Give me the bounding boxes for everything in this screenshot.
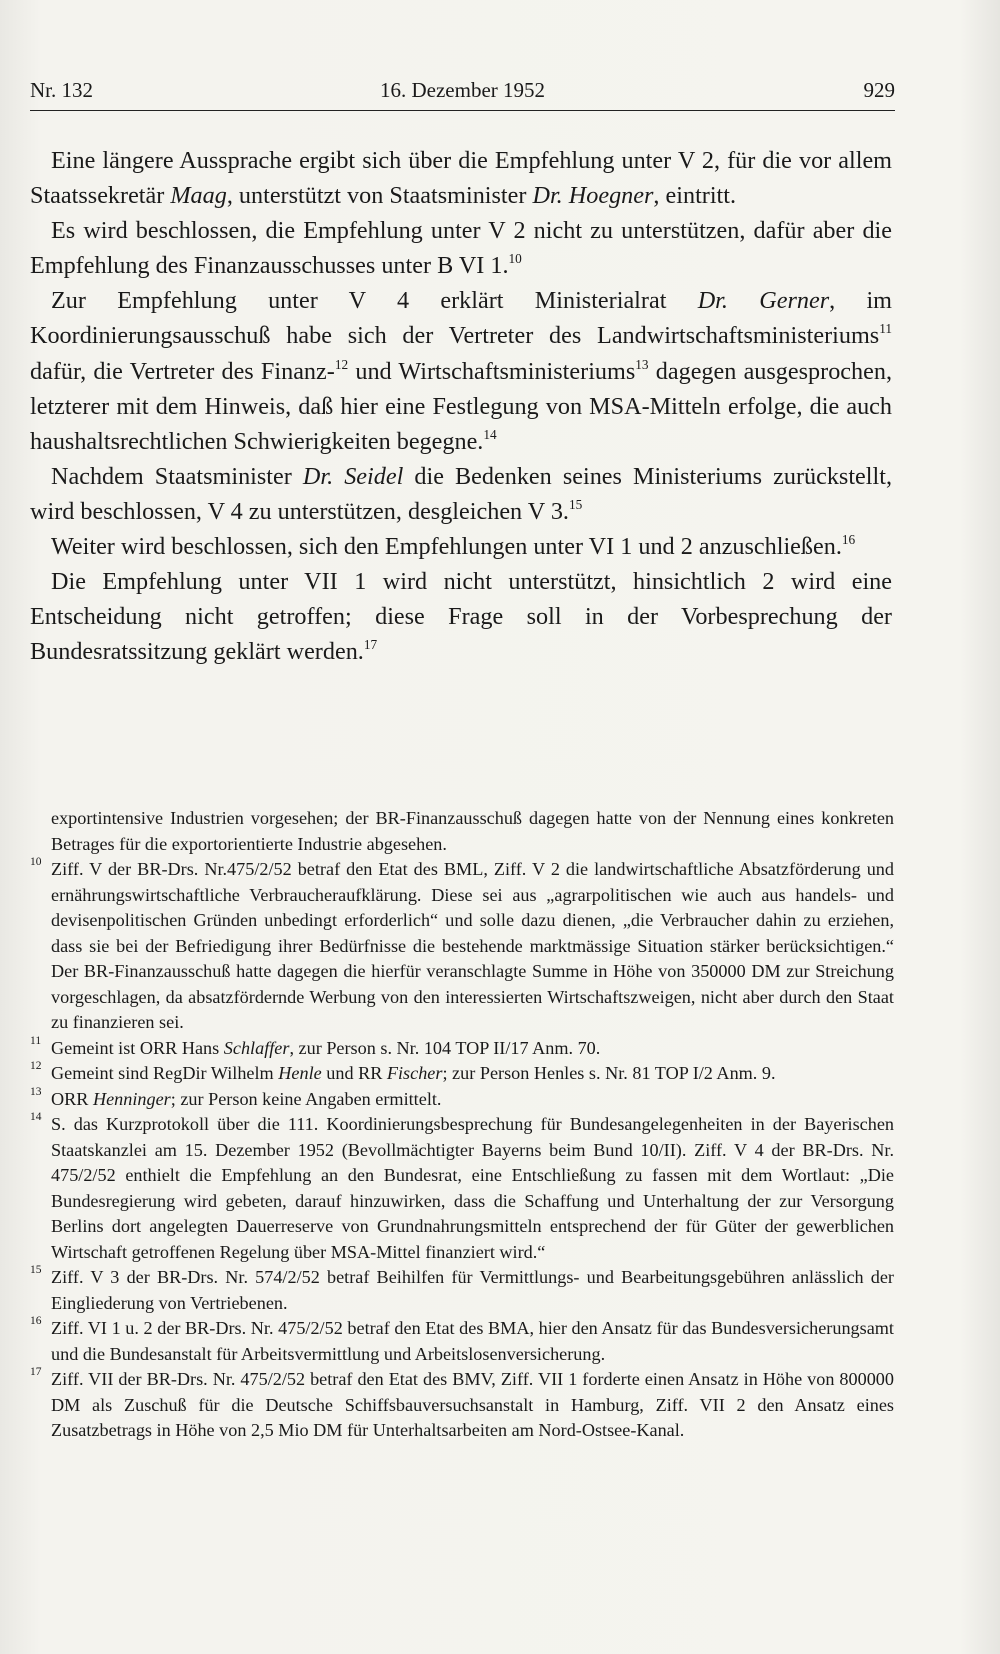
footnote-continuation: exportintensive Industrien vorgesehen; der BR-Finanzausschuß dagegen hatte von der Nennung eines konkreten Betrages für die exportorientierte Industrie abgesehen. [51,808,894,854]
main-text [30,143,892,669]
footnote-12 [30,1061,894,1087]
footnote-text: Ziff. V der BR-Drs. Nr.475/2/52 betraf den Etat des BML, Ziff. V 2 die landwirtschaftliche Absatzförderung und ernährungswirtschaftliche Verbraucheraufklärung. Diese sei aus „agrarpolitischen wie auch aus handels- und devisenpolitischen Gründen unbedingt erforderlich“ und solle dazu dienen, „die Verbraucher dahin zu erziehen, dass sie bei der Befriedigung ihrer Bedürfnisse die bestehende marktmässige Situation stärker berücksichtigen.“ Der BR-Finanzausschuß hatte dagegen die hierfür veranschlagte Summe in Höhe von 350000 DM zur Streichung vorgeschlagen, da absatzfördernde Werbung von den interessierten Wirtschaftszweigen, nicht aber durch den Staat zu finanzieren sei. [51,859,894,1032]
footnote-number: 17 [30,1366,42,1378]
footnotes [30,806,894,1444]
footnote-text: S. das Kurzprotokoll über die 111. Koordinierungsbesprechung für Bundesangelegenheiten in der Bayerischen Staatskanzlei am 15. Dezember 1952 (Bevollmächtigter Bayerns beim Bund 10/II). Ziff. V 4 der BR-Drs. Nr. 475/2/52 enthielt die Empfehlung an den Bundesrat, eine Entschließung zu fassen mit dem Wortlaut: „Die Bundesregierung wird gebeten, darauf hinzuwirken, dass die Schaffung und Unterhaltung der zur Versorgung Berlins dort angelegten Dauerreserve von Grundnahrungsmitteln entsprechend der für Güter der gewerblichen Wirtschaft getroffenen Regelung über MSA-Mittel finanziert wird.“ [51,1114,894,1262]
footnote-number: 13 [30,1085,42,1098]
footnote-number: 16 [30,1315,42,1327]
footnote-text: ORR Henninger; zur Person keine Angaben ermittelt. [51,1088,442,1109]
footnote-10 [30,857,894,1036]
footnote-number: 12 [30,1060,42,1072]
footnote-11 [30,1036,894,1062]
footnote-text: Gemeint sind RegDir Wilhelm Henle und RR Fischer; zur Person Henles s. Nr. 81 TOP I/2 Anm. 9. [51,1063,776,1083]
footnote-number: 10 [30,856,42,868]
footnote-text: Ziff. VI 1 u. 2 der BR-Drs. Nr. 475/2/52 betraf den Etat des BMA, hier den Ansatz für das Bundesversicherungsamt und die Bundesanstalt für Arbeitsvermittlung und Arbeitslosenversicherung. [51,1318,894,1364]
footnote-text: Ziff. V 3 der BR-Drs. Nr. 574/2/52 betraf Beihilfen für Vermittlungs- und Bearbeitungsgebühren anlässlich der Eingliederung von Vertriebenen. [51,1267,894,1313]
footnote-17 [30,1367,894,1444]
footnote-text: Gemeint ist ORR Hans Schlaffer, zur Person s. Nr. 104 TOP II/17 Anm. 70. [51,1037,601,1058]
header-date: 16. Dezember 1952 [379,78,546,102]
footnote-14 [30,1112,894,1265]
footnote-15 [30,1265,894,1316]
footnote-text: Ziff. VII der BR-Drs. Nr. 475/2/52 betraf den Etat des BMV, Ziff. VII 1 forderte einen Ansatz in Höhe von 800000 DM als Zuschuß für die Deutsche Schiffsbauversuchsanstalt in Hamburg, Ziff. VII 2 den Ansatz eines Zusatzbetrags in Höhe von 2,5 Mio DM für Unterhaltsarbeiten am Nord-Ostsee-Kanal. [51,1369,894,1440]
body-paragraph-6: Die Empfehlung unter VII 1 wird nicht unterstützt, hinsichtlich 2 wird eine Entscheidung nicht getroffen; diese Frage soll in der Vorbesprechung der Bundesratssitzung geklärt werden.$^{17}$ [30,568,892,666]
footnote-13 [30,1087,894,1113]
body-paragraph-3: Zur Empfehlung unter V 4 erklärt Ministerialrat Dr. Gerner, im Koordinierungsausschuß habe sich der Vertreter des Landwirtschaftsministeriums$^{11}$ dafür, die Vertreter des Finanz-$^{12}$ und Wirtschaftsministeriums$^{13}$ dagegen ausgesprochen, letzterer mit dem Hinweis, daß hier eine Festlegung von MSA-Mitteln erfolge, die auch haushaltsrechtlichen Schwierigkeiten begegne.$^{14}$ [30,287,893,455]
footnote-16 [30,1316,894,1367]
footnote-number: 15 [30,1264,42,1276]
page-header [30,78,895,111]
footnote-number: 14 [30,1111,42,1123]
page-number: 929 [863,78,895,102]
body-paragraph-1: Eine längere Aussprache ergibt sich über die Empfehlung unter V 2, für die vor allem Staatssekretär Maag, unterstützt von Staatsminister Dr. Hoegner, eintritt. [30,147,892,210]
body-paragraph-5: Weiter wird beschlossen, sich den Empfehlungen unter VI 1 und 2 anzuschließen.$^{16}$ [51,532,856,561]
footnote-number: 11 [30,1034,42,1047]
body-paragraph-2: Es wird beschlossen, die Empfehlung unter V 2 nicht zu unterstützen, dafür aber die Empfehlung des Finanzausschusses unter B VI 1.10 [30,217,892,280]
document-number: Nr. 132 [30,78,93,102]
body-paragraph-4: Nachdem Staatsminister Dr. Seidel die Bedenken seines Ministeriums zurückstellt, wird beschlossen, V 4 zu unterstützen, desgleichen V 3.15 [30,462,892,525]
